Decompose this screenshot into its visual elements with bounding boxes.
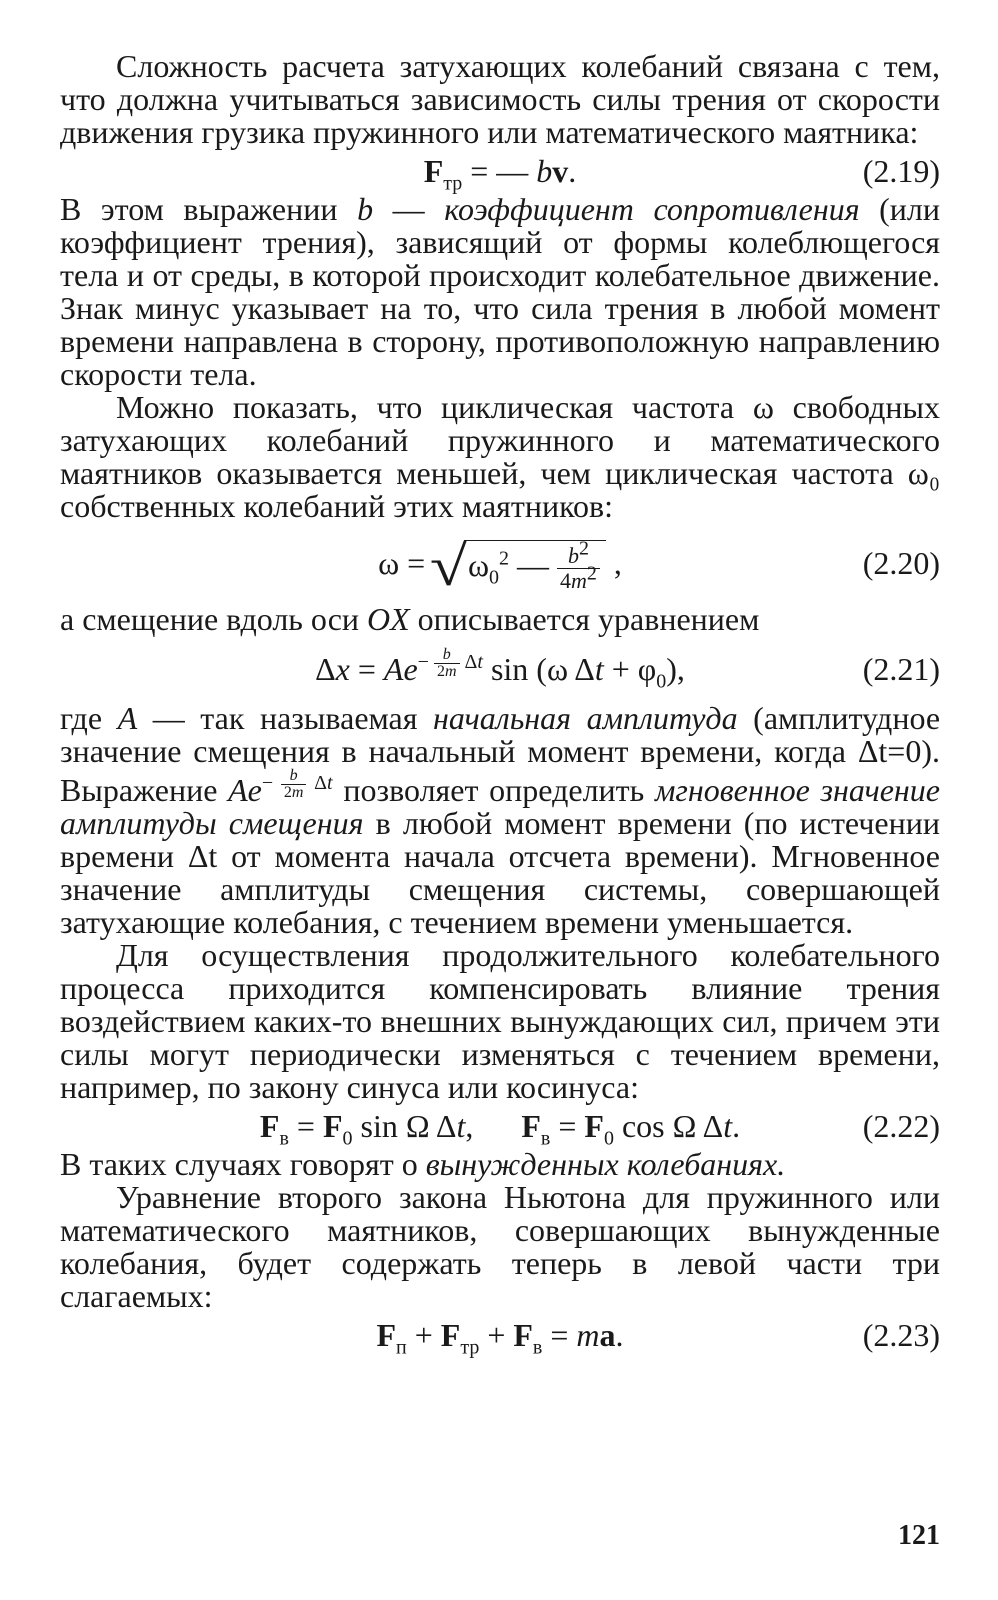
page-content (60, 50, 940, 1357)
equation-2-22: $F_в = F_0$ sin Ω Δt, $F_в = F_0$ cos Ω Δt. (2.22) (259, 1107, 940, 1150)
paragraph-6: Для осуществления продолжительного колебательного процесса приходится компенсировать влияние трения воздействием каких-то внешних вынуждающих сил, причем эти силы могут периодически изменяться с течением времени, например, по закону синуса или косинуса: (60, 936, 940, 1105)
equation-2-19: $F_{тр}$ = — bv. (2.19) (423, 153, 940, 195)
paragraph-4: а смещение вдоль оси OX описывается уравнением (60, 601, 760, 637)
page-number: 121 (898, 1520, 940, 1551)
paragraph-7: В таких случаях говорят о вынужденных колебаниях. (60, 1145, 786, 1182)
paragraph-8: Уравнение второго закона Ньютона для пружинного или математического маятников, совершающих вынужденные колебания, будет содержать теперь в левой части три слагаемых: (60, 1178, 940, 1314)
paragraph-2: В этом выражении b — коэффициент сопротивления (или коэффициент трения), зависящий от формы колеблющегося тела и от среды, в которой происходит колебательное движение. Знак минус указывает на то, что сила трения в любой момент времени направлена в сторону, противоположную направлению скорости тела. (60, 191, 941, 392)
paragraph-3: Можно показать, что циклическая частота ω свободных затухающих колебаний пружинного и математического маятников оказывается меньшей, чем циклическая частота ω₀ собственных колебаний этих маятников: (60, 389, 940, 524)
equation-2-23: $F_п + F_{тр} + F_в$ = ma. (2.23) (376, 1316, 940, 1359)
paragraph-1: Сложность расчета затухающих колебаний связана с тем, что должна учитываться зависимость силы трения от скорости движения грузика пружинного или математического маятника: (60, 48, 940, 150)
equation-2-20: $\omega = √\omega_0^2$ — $\frac{b^2}{4m^2}$ , (2.20) (378, 535, 940, 598)
equation-2-21: $\Delta x = Ae^{- \frac{b}{2m} \Delta t}$ sin (ω $\Delta t + \varphi_0$), (2.21) (315, 646, 940, 693)
paragraph-5: где A — так называемая начальная амплитуда (амплитудное значение смещения в начальный момент времени, когда Δt=0). Выражение $Ae^{- \frac{b}{2m} \Delta t}$ позволяет определить мгновенное значение амплитуды смещения в любой момент времени (по истечении времени Δt от момента начала отсчета времени). Мгновенное значение амплитуды смещения системы, совершающей затухающие колебания, с течением времени уменьшается. (60, 700, 941, 940)
